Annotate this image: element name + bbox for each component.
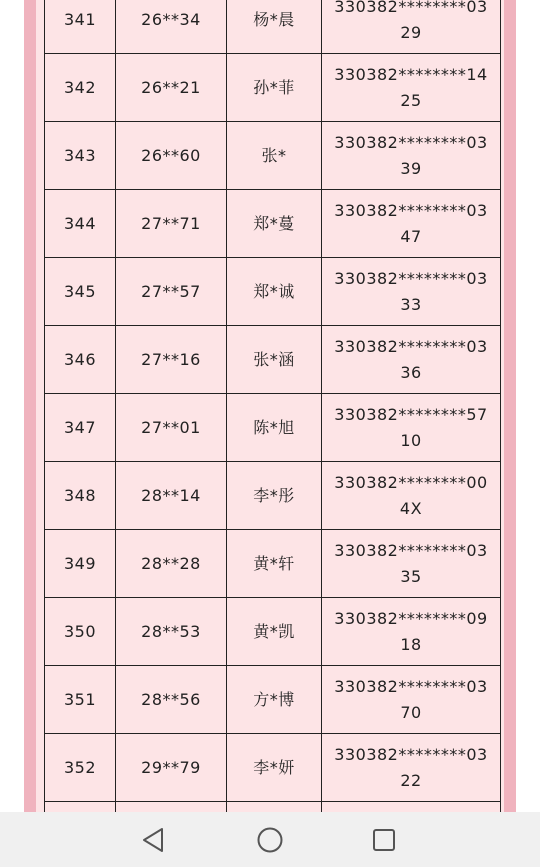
row-name-cell: 张*: [227, 122, 322, 190]
id-card-line-1: 330382********03: [334, 336, 488, 356]
row-name-cell: 郑*蔓: [227, 190, 322, 258]
row-number-cell: 29**79: [116, 734, 227, 802]
row-id-card-cell: [322, 394, 501, 462]
row-name-cell: 黄*轩: [227, 530, 322, 598]
triangle-back-icon: [140, 826, 168, 854]
row-id-card-cell: [322, 190, 501, 258]
row-number-cell: 26**21: [116, 54, 227, 122]
right-decorative-border: [504, 0, 516, 812]
recent-apps-button[interactable]: [366, 822, 402, 858]
table-row: [45, 122, 501, 190]
circle-home-icon: [255, 825, 285, 855]
row-id-card-cell: [322, 598, 501, 666]
row-number-cell: 28**56: [116, 666, 227, 734]
row-id-cell: 351: [45, 666, 116, 734]
id-card-line-1: 330382********03: [334, 132, 488, 152]
row-id-cell: 344: [45, 190, 116, 258]
back-button[interactable]: [136, 822, 172, 858]
row-id-card-cell: [322, 530, 501, 598]
table-body: [45, 0, 501, 867]
row-name-cell: 李*妍: [227, 734, 322, 802]
row-id-cell: 341: [45, 0, 116, 54]
id-card-line-1: 330382********03: [334, 540, 488, 560]
row-name-cell: 孙*菲: [227, 54, 322, 122]
table-row: [45, 530, 501, 598]
row-number-cell: 27**16: [116, 326, 227, 394]
row-name-cell: 郑*诚: [227, 258, 322, 326]
id-card-line-2: 33: [400, 294, 422, 314]
row-number-cell: 28**53: [116, 598, 227, 666]
row-id-cell: 345: [45, 258, 116, 326]
student-table-container[interactable]: [44, 0, 496, 867]
id-card-line-1: 330382********57: [334, 404, 488, 424]
row-id-card-cell: [322, 122, 501, 190]
id-card-line-2: 47: [400, 226, 422, 246]
row-id-cell: 347: [45, 394, 116, 462]
row-id-card-cell: [322, 0, 501, 54]
table-row: [45, 598, 501, 666]
id-card-line-2: 25: [400, 90, 422, 110]
row-name-cell: 陈*旭: [227, 394, 322, 462]
row-number-cell: 28**14: [116, 462, 227, 530]
id-card-line-2: 70: [400, 702, 422, 722]
row-id-cell: 352: [45, 734, 116, 802]
id-card-line-1: 330382********03: [334, 200, 488, 220]
row-name-cell: 黄*凯: [227, 598, 322, 666]
id-card-line-2: 39: [400, 158, 422, 178]
id-card-line-2: 29: [400, 22, 422, 42]
id-card-line-2: 22: [400, 770, 422, 790]
row-number-cell: 27**71: [116, 190, 227, 258]
row-number-cell: 27**57: [116, 258, 227, 326]
student-table: [44, 0, 501, 867]
table-row: [45, 326, 501, 394]
row-number-cell: 28**28: [116, 530, 227, 598]
square-recent-apps-icon: [370, 826, 398, 854]
row-name-cell: 杨*晨: [227, 0, 322, 54]
row-number-cell: 26**60: [116, 122, 227, 190]
table-row: [45, 258, 501, 326]
id-card-line-1: 330382********00: [334, 472, 488, 492]
id-card-line-1: 330382********03: [334, 744, 488, 764]
id-card-line-1: 330382********14: [334, 64, 488, 84]
row-id-card-cell: [322, 666, 501, 734]
id-card-line-2: 18: [400, 634, 422, 654]
row-id-card-cell: [322, 54, 501, 122]
row-id-card-cell: [322, 462, 501, 530]
left-decorative-border: [24, 0, 36, 812]
row-id-cell: 342: [45, 54, 116, 122]
row-id-cell: 346: [45, 326, 116, 394]
table-row: [45, 666, 501, 734]
row-name-cell: 张*涵: [227, 326, 322, 394]
id-card-line-2: 4X: [399, 498, 423, 518]
row-name-cell: 李*彤: [227, 462, 322, 530]
id-card-line-1: 330382********09: [334, 608, 488, 628]
id-card-line-2: 10: [400, 430, 422, 450]
table-row: [45, 462, 501, 530]
row-id-cell: 348: [45, 462, 116, 530]
row-number-cell: 26**34: [116, 0, 227, 54]
row-id-cell: 350: [45, 598, 116, 666]
id-card-line-1: 330382********03: [334, 268, 488, 288]
id-card-line-1: 330382********03: [334, 676, 488, 696]
id-card-line-1: 330382********03: [334, 0, 488, 16]
table-row: [45, 190, 501, 258]
table-row: [45, 0, 501, 54]
home-button[interactable]: [252, 822, 288, 858]
row-id-card-cell: [322, 734, 501, 802]
row-number-cell: 27**01: [116, 394, 227, 462]
system-navigation-bar: [0, 812, 540, 867]
row-name-cell: 方*博: [227, 666, 322, 734]
table-row: [45, 394, 501, 462]
row-id-cell: 343: [45, 122, 116, 190]
id-card-line-2: 36: [400, 362, 422, 382]
row-id-card-cell: [322, 258, 501, 326]
table-row: [45, 734, 501, 802]
id-card-line-2: 35: [400, 566, 422, 586]
row-id-cell: 349: [45, 530, 116, 598]
table-row: [45, 54, 501, 122]
row-id-card-cell: [322, 326, 501, 394]
